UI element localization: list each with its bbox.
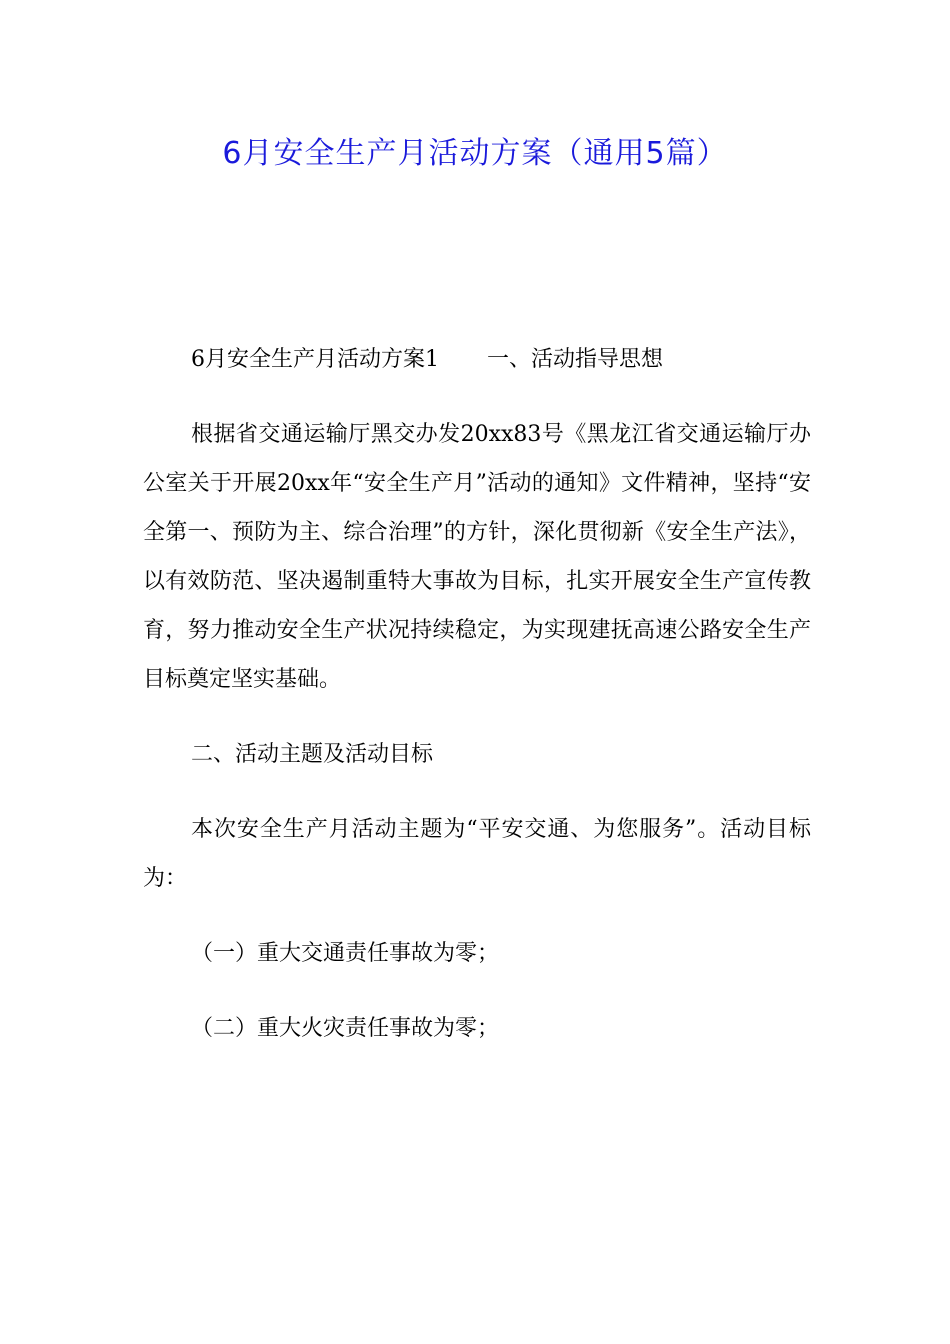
section-heading	[143, 335, 811, 384]
paragraph-theme-heading: 二、活动主题及活动目标	[191, 742, 434, 767]
paragraph-theme: 本次安全生产月活动主题为“平安交通、为您服务”。活动目标为：	[143, 817, 811, 891]
document-title: 6月安全生产月活动方案（通用5篇）	[222, 136, 728, 171]
paragraph-guiding-thought: 根据省交通运输厅黑交办发20xx83号《黑龙江省交通运输厅办公室关于开展20xx年“安全生产月”活动的通知》文件精神，坚持“安全第一、预防为主、综合治理”的方针，深化贯彻新《安全生产法》，以有效防范、坚决遏制重特大事故为目标，扎实开展安全生产宣传教育，努力推动安全生产状况持续稳定，为实现建抚高速公路安全生产目标奠定坚实基础。	[143, 422, 811, 692]
paragraph-goal-2: （二）重大火灾责任事故为零；	[191, 1016, 500, 1041]
section-heading-right: 一、活动指导思想	[487, 347, 664, 372]
section-heading-left: 6月安全生产月活动方案1	[191, 347, 439, 372]
paragraph-goal-1: （一）重大交通责任事故为零；	[191, 941, 500, 966]
document-body	[143, 335, 811, 1079]
